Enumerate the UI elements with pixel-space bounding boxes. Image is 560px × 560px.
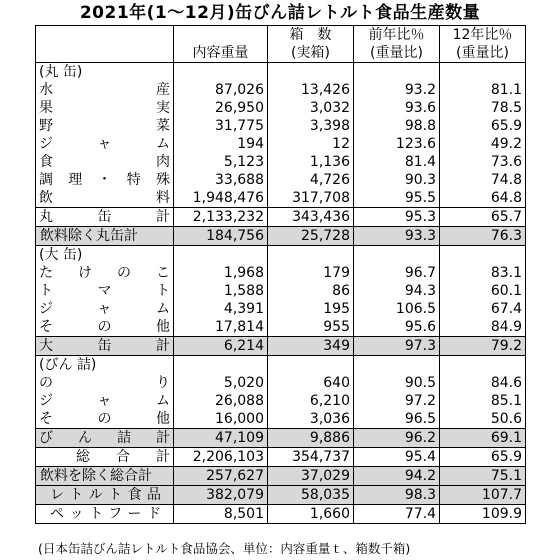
cell-vs2012: 69.1 bbox=[440, 429, 526, 448]
cell-boxes: 640 bbox=[268, 374, 354, 392]
section-row bbox=[36, 63, 526, 82]
source-footnote: (日本缶詰びん詰レトルト食品協会、単位：内容重量ｔ、箱数千箱) bbox=[38, 541, 411, 556]
cell-yoy: 95.3 bbox=[354, 208, 440, 227]
row-label: 大缶計 bbox=[36, 337, 174, 356]
table-row bbox=[36, 505, 526, 524]
table-row bbox=[36, 135, 526, 153]
cell-yoy: 95.5 bbox=[354, 189, 440, 208]
cell-boxes: 25,728 bbox=[268, 227, 354, 246]
section-label: (大 缶) bbox=[36, 246, 174, 265]
cell-vs2012: 50.6 bbox=[440, 410, 526, 429]
header-boxes: (実箱) bbox=[268, 44, 354, 63]
table-row bbox=[36, 189, 526, 208]
cell-vs2012: 75.1 bbox=[440, 467, 526, 486]
highlight-row bbox=[36, 337, 526, 356]
cell-yoy: 96.2 bbox=[354, 429, 440, 448]
row-label: 飲料 bbox=[36, 189, 174, 208]
highlight-row bbox=[36, 467, 526, 486]
cell-boxes: 955 bbox=[268, 318, 354, 337]
cell-boxes: 349 bbox=[268, 337, 354, 356]
table-row bbox=[36, 282, 526, 300]
cell-boxes: 4,726 bbox=[268, 171, 354, 189]
cell-vs2012: 109.9 bbox=[440, 505, 526, 524]
cell-vs2012: 65.9 bbox=[440, 117, 526, 135]
section-label: (びん 詰) bbox=[36, 356, 174, 375]
cell-boxes: 354,737 bbox=[268, 448, 354, 467]
row-label: 飲料除く丸缶計 bbox=[36, 227, 174, 246]
cell-vs2012: 84.9 bbox=[440, 318, 526, 337]
cell-vs2012: 49.2 bbox=[440, 135, 526, 153]
table-row bbox=[36, 410, 526, 429]
header-label-blank-2 bbox=[36, 44, 174, 63]
cell-vs2012: 85.1 bbox=[440, 392, 526, 410]
header-yoy: (重量比) bbox=[354, 44, 440, 63]
table-row bbox=[36, 99, 526, 117]
header-yoy-top: 前年比％ bbox=[354, 26, 440, 45]
row-label: レトルト食品 bbox=[36, 486, 174, 505]
table-row bbox=[36, 374, 526, 392]
cell-yoy: 81.4 bbox=[354, 153, 440, 171]
cell-weight: 1,588 bbox=[174, 282, 268, 300]
cell-yoy: 95.6 bbox=[354, 318, 440, 337]
cell-boxes: 343,436 bbox=[268, 208, 354, 227]
total-row bbox=[36, 448, 526, 467]
cell-weight: 194 bbox=[174, 135, 268, 153]
header-weight-top bbox=[174, 26, 268, 45]
cell-vs2012: 67.4 bbox=[440, 300, 526, 318]
cell-weight: 2,133,232 bbox=[174, 208, 268, 227]
cell-vs2012: 64.8 bbox=[440, 189, 526, 208]
cell-weight: 5,020 bbox=[174, 374, 268, 392]
cell-weight: 17,814 bbox=[174, 318, 268, 337]
cell-yoy: 95.4 bbox=[354, 448, 440, 467]
header-vs2012: (重量比) bbox=[440, 44, 526, 63]
row-label: トマト bbox=[36, 282, 174, 300]
cell-boxes: 179 bbox=[268, 264, 354, 282]
cell-yoy: 94.2 bbox=[354, 467, 440, 486]
cell-vs2012: 83.1 bbox=[440, 264, 526, 282]
cell-vs2012: 81.1 bbox=[440, 81, 526, 99]
cell-weight: 382,079 bbox=[174, 486, 268, 505]
cell-boxes: 1,660 bbox=[268, 505, 354, 524]
cell-weight: 8,501 bbox=[174, 505, 268, 524]
row-label: 総合計 bbox=[36, 448, 174, 467]
cell-yoy: 77.4 bbox=[354, 505, 440, 524]
header-weight: 内容重量 bbox=[174, 44, 268, 63]
cell-boxes: 6,210 bbox=[268, 392, 354, 410]
table-row bbox=[36, 81, 526, 99]
cell-weight: 1,948,476 bbox=[174, 189, 268, 208]
row-label: 野菜 bbox=[36, 117, 174, 135]
cell-boxes: 86 bbox=[268, 282, 354, 300]
row-label: 飲料を除く総合計 bbox=[36, 467, 174, 486]
highlight-row bbox=[36, 227, 526, 246]
table-row bbox=[36, 264, 526, 282]
cell-yoy: 96.5 bbox=[354, 410, 440, 429]
cell-weight: 257,627 bbox=[174, 467, 268, 486]
cell-boxes: 1,136 bbox=[268, 153, 354, 171]
cell-boxes: 13,426 bbox=[268, 81, 354, 99]
section-row bbox=[36, 246, 526, 265]
cell-yoy: 97.2 bbox=[354, 392, 440, 410]
row-label: びん詰計 bbox=[36, 429, 174, 448]
cell-weight: 47,109 bbox=[174, 429, 268, 448]
cell-yoy: 93.2 bbox=[354, 81, 440, 99]
row-label: その他 bbox=[36, 318, 174, 337]
cell-vs2012: 107.7 bbox=[440, 486, 526, 505]
cell-weight: 4,391 bbox=[174, 300, 268, 318]
row-label: たけのこ bbox=[36, 264, 174, 282]
production-table bbox=[35, 25, 526, 524]
table-row bbox=[36, 300, 526, 318]
cell-boxes: 37,029 bbox=[268, 467, 354, 486]
cell-yoy: 90.3 bbox=[354, 171, 440, 189]
header-vs2012-top: 12年比％ bbox=[440, 26, 526, 45]
cell-yoy: 93.3 bbox=[354, 227, 440, 246]
row-label: ジャム bbox=[36, 135, 174, 153]
cell-weight: 184,756 bbox=[174, 227, 268, 246]
cell-yoy: 123.6 bbox=[354, 135, 440, 153]
cell-vs2012: 78.5 bbox=[440, 99, 526, 117]
cell-boxes: 195 bbox=[268, 300, 354, 318]
header-label-blank bbox=[36, 26, 174, 45]
table-row bbox=[36, 153, 526, 171]
section-label: (丸 缶) bbox=[36, 63, 174, 82]
cell-weight: 26,950 bbox=[174, 99, 268, 117]
cell-weight: 31,775 bbox=[174, 117, 268, 135]
cell-boxes: 3,032 bbox=[268, 99, 354, 117]
cell-vs2012: 84.6 bbox=[440, 374, 526, 392]
cell-vs2012: 65.9 bbox=[440, 448, 526, 467]
cell-yoy: 90.5 bbox=[354, 374, 440, 392]
cell-weight: 33,688 bbox=[174, 171, 268, 189]
cell-weight: 16,000 bbox=[174, 410, 268, 429]
subtotal-row bbox=[36, 208, 526, 227]
cell-boxes: 12 bbox=[268, 135, 354, 153]
row-label: ジャム bbox=[36, 300, 174, 318]
highlight-row bbox=[36, 486, 526, 505]
table-row bbox=[36, 392, 526, 410]
cell-vs2012: 74.8 bbox=[440, 171, 526, 189]
cell-vs2012: 79.2 bbox=[440, 337, 526, 356]
cell-boxes: 58,035 bbox=[268, 486, 354, 505]
table-row bbox=[36, 318, 526, 337]
cell-vs2012: 60.1 bbox=[440, 282, 526, 300]
row-label: 水産 bbox=[36, 81, 174, 99]
cell-boxes: 317,708 bbox=[268, 189, 354, 208]
row-label: ジャム bbox=[36, 392, 174, 410]
row-label: 丸缶計 bbox=[36, 208, 174, 227]
cell-vs2012: 65.7 bbox=[440, 208, 526, 227]
cell-weight: 6,214 bbox=[174, 337, 268, 356]
highlight-row bbox=[36, 429, 526, 448]
row-label: 食肉 bbox=[36, 153, 174, 171]
table-row bbox=[36, 117, 526, 135]
row-label: のり bbox=[36, 374, 174, 392]
cell-yoy: 97.3 bbox=[354, 337, 440, 356]
cell-vs2012: 73.6 bbox=[440, 153, 526, 171]
cell-yoy: 98.3 bbox=[354, 486, 440, 505]
cell-boxes: 9,886 bbox=[268, 429, 354, 448]
cell-vs2012: 76.3 bbox=[440, 227, 526, 246]
cell-weight: 5,123 bbox=[174, 153, 268, 171]
cell-weight: 1,968 bbox=[174, 264, 268, 282]
cell-yoy: 106.5 bbox=[354, 300, 440, 318]
row-label: 果実 bbox=[36, 99, 174, 117]
section-row bbox=[36, 356, 526, 375]
table-title: 2021年(1～12月)缶びん詰レトルト食品生産数量 bbox=[79, 3, 481, 23]
cell-boxes: 3,398 bbox=[268, 117, 354, 135]
cell-weight: 2,206,103 bbox=[174, 448, 268, 467]
cell-yoy: 94.3 bbox=[354, 282, 440, 300]
header-boxes-top: 箱 数 bbox=[268, 26, 354, 45]
cell-weight: 87,026 bbox=[174, 81, 268, 99]
table-row bbox=[36, 171, 526, 189]
row-label: 調理・特殊 bbox=[36, 171, 174, 189]
row-label: その他 bbox=[36, 410, 174, 429]
cell-yoy: 98.8 bbox=[354, 117, 440, 135]
cell-weight: 26,088 bbox=[174, 392, 268, 410]
cell-yoy: 93.6 bbox=[354, 99, 440, 117]
row-label: ペットフード bbox=[36, 505, 174, 524]
cell-boxes: 3,036 bbox=[268, 410, 354, 429]
cell-yoy: 96.7 bbox=[354, 264, 440, 282]
